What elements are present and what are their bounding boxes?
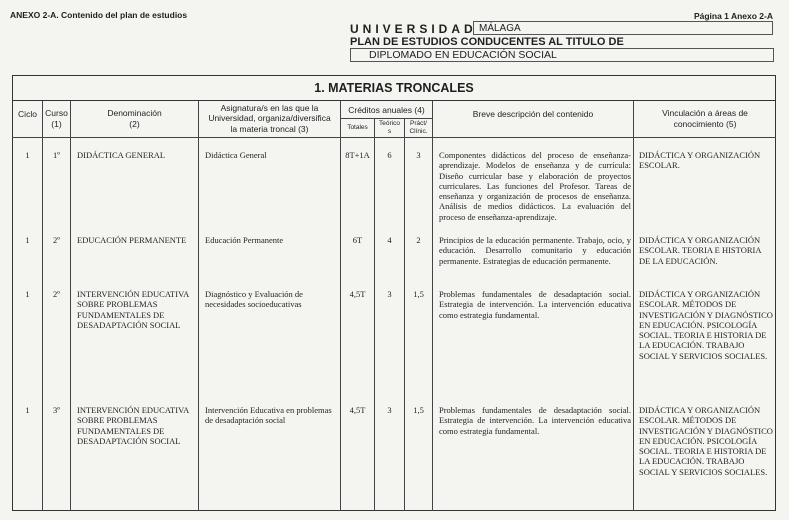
header-ciclo: Ciclo xyxy=(18,109,37,119)
row1-denominacion: DIDÁCTICA GENERAL xyxy=(77,150,166,160)
row2-vinculacion: DIDÁCTICA Y ORGANIZACIÓN ESCOLAR. TEORIA E HISTORIA DE LA EDUCACIÓN. xyxy=(639,235,762,266)
header-teoricos-line2: s xyxy=(387,128,392,135)
header-totales: Totales xyxy=(347,124,368,131)
header-descripcion: Breve descripción del contenido xyxy=(472,109,594,119)
column-divider xyxy=(340,101,341,511)
row3-curso: 2º xyxy=(53,289,60,299)
row3-teoricos: 3 xyxy=(387,289,392,299)
header-asignaturas-line3: la materia troncal (3) xyxy=(230,124,309,134)
header-practicos-line2: Clínic. xyxy=(409,128,428,135)
header-vinculacion-line1: Vinculación a áreas de xyxy=(662,108,748,118)
university-name-field: MÁLAGA xyxy=(473,21,773,35)
degree-field: DIPLOMADO EN EDUCACIÓN SOCIAL xyxy=(350,48,774,62)
row3-denominacion: INTERVENCIÓN EDUCATIVA SOBRE PROBLEMAS FUNDAMENTALES DE DESADAPTACIÓN SOCIAL xyxy=(77,289,189,330)
row2-curso: 2º xyxy=(53,235,60,245)
plan-title: PLAN DE ESTUDIOS CONDUCENTES AL TITULO DE xyxy=(350,36,624,48)
column-divider xyxy=(374,118,375,511)
row3-asignatura: Diagnóstico y Evaluación de necesidades socioeducativas xyxy=(205,289,303,310)
row1-descripcion: Componentes didácticos del proceso de enseñanza-aprendizaje. Modelos de enseñanza y de currícula: Diseño curricular base y elaboración de proyectos curriculares. Las funciones del Profesor. Tareas de enseñanza y organización de procesos de enseñanza. Análisis de medios didácticos. La evaluación del proceso de enseñanza-aprendizaje. xyxy=(439,150,631,222)
header-vinculacion-line2: conocimiento (5) xyxy=(673,119,737,129)
header-denominacion: Denominación xyxy=(107,108,162,118)
row2-denominacion: EDUCACIÓN PERMANENTE xyxy=(77,235,187,245)
row1-teoricos: 6 xyxy=(387,150,392,160)
row2-ciclo: 1 xyxy=(25,235,30,245)
row4-denominacion: INTERVENCIÓN EDUCATIVA SOBRE PROBLEMAS FUNDAMENTALES DE DESADAPTACIÓN SOCIAL xyxy=(77,405,189,446)
row1-totales: 8T+1A xyxy=(345,150,370,160)
header-curso-note: (1) xyxy=(51,119,62,129)
row2-asignatura: Educación Permanente xyxy=(205,235,284,245)
row4-teoricos: 3 xyxy=(387,405,392,415)
row1-vinculacion: DIDÁCTICA Y ORGANIZACIÓN ESCOLAR. xyxy=(639,150,761,171)
row2-practicos: 2 xyxy=(416,235,421,245)
page-reference: Página 1 Anexo 2-A xyxy=(693,11,773,21)
row4-practicos: 1,5 xyxy=(413,405,424,415)
annex-title: ANEXO 2-A. Contenido del plan de estudios xyxy=(10,10,188,20)
credits-header-divider xyxy=(340,118,432,119)
header-teoricos-line1: Teórico xyxy=(379,120,400,127)
column-divider xyxy=(404,118,405,511)
row3-totales: 4,5T xyxy=(349,289,366,299)
row4-totales: 4,5T xyxy=(349,405,366,415)
header-asignaturas-line2: Universidad, organiza/diversifica xyxy=(208,113,331,123)
row3-ciclo: 1 xyxy=(25,289,30,299)
row2-descripcion: Principios de la educación permanente. Trabajo, ocio, y educación. Desarrollo comunitario y educación permanente. Estrategias de educación permanente. xyxy=(439,235,631,266)
header-practicos-line1: Práct/ xyxy=(410,120,427,127)
header-creditos: Créditos anuales (4) xyxy=(348,105,425,115)
row1-asignatura: Didáctica General xyxy=(205,150,267,160)
column-divider xyxy=(70,101,71,511)
row4-ciclo: 1 xyxy=(25,405,30,415)
row2-totales: 6T xyxy=(352,235,363,245)
row1-ciclo: 1 xyxy=(25,150,30,160)
column-divider xyxy=(42,101,43,511)
university-label: UNIVERSIDAD xyxy=(350,22,477,36)
row4-asignatura: Intervención Educativa en problemas de desadaptación social xyxy=(205,405,332,426)
row4-descripcion: Problemas fundamentales de desadaptación social. Estrategia de intervención. La intervención educativa como estrategia fundamental. xyxy=(439,405,631,436)
row2-teoricos: 4 xyxy=(387,235,392,245)
header-asignaturas-line1: Asignatura/s en las que la xyxy=(220,103,319,113)
section-title: 1. MATERIAS TRONCALES xyxy=(12,75,776,101)
header-denominacion-note: (2) xyxy=(129,119,140,129)
row1-curso: 1º xyxy=(53,150,60,160)
column-divider xyxy=(198,101,199,511)
row3-descripcion: Problemas fundamentales de desadaptación social. Estrategia de intervención. La intervención educativa como estrategia fundamental. xyxy=(439,289,631,320)
row3-practicos: 1,5 xyxy=(413,289,424,299)
header-bottom-rule xyxy=(12,137,776,138)
column-divider xyxy=(633,101,634,511)
row3-vinculacion: DIDÁCTICA Y ORGANIZACIÓN ESCOLAR. MÉTODOS DE INVESTIGACIÓN Y DIAGNÓSTICO EN EDUCACIÓN. PSICOLOGÍA SOCIAL. TEORIA E HISTORIA DE LA EDUCACIÓN. TRABAJO SOCIAL Y SERVICIOS SOCIALES. xyxy=(639,289,773,361)
column-divider xyxy=(432,101,433,511)
row4-vinculacion: DIDÁCTICA Y ORGANIZACIÓN ESCOLAR. MÉTODOS DE INVESTIGACIÓN Y DIAGNÓSTICO EN EDUCACIÓN. PSICOLOGÍA SOCIAL. TEORIA E HISTORIA DE LA EDUCACIÓN. TRABAJO SOCIAL Y SERVICIOS SOCIALES. xyxy=(639,405,773,477)
header-curso: Curso xyxy=(45,108,68,118)
row1-practicos: 3 xyxy=(416,150,421,160)
row4-curso: 3º xyxy=(53,405,60,415)
